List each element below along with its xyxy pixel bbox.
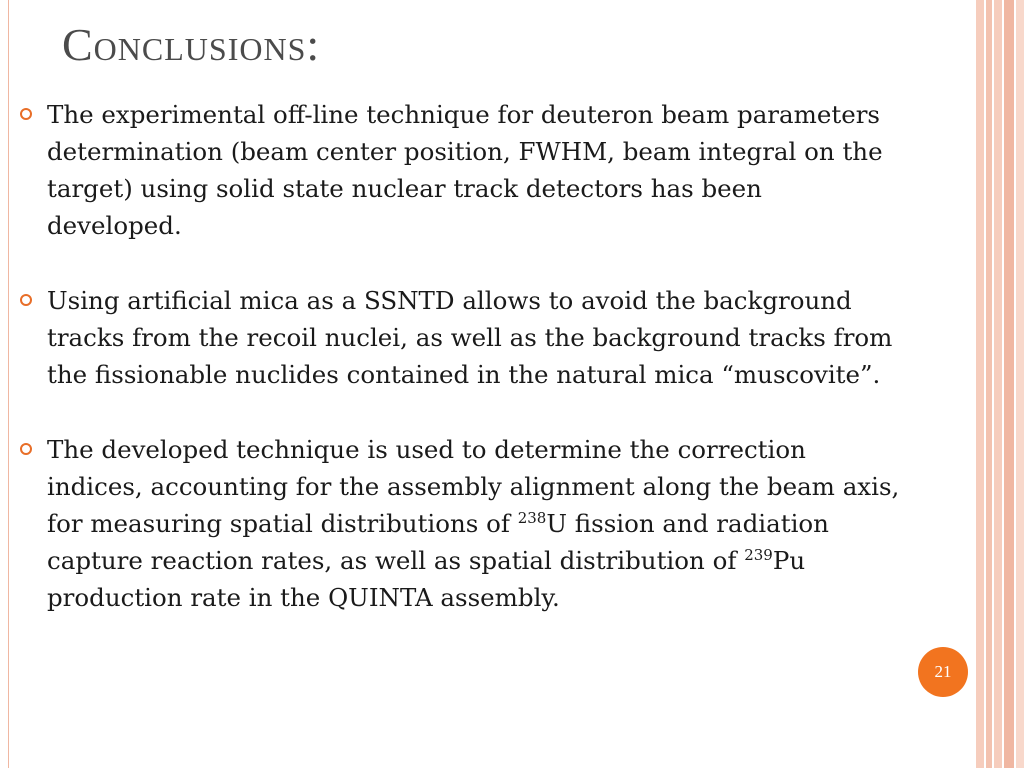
bullet-text: The experimental off-line technique for deuteron beam parameters determination (beam center position, FWHM, beam integral on the target) using solid state nuclear track detectors has been developed. — [47, 100, 883, 240]
isotope-mass-number: 239 — [744, 546, 773, 564]
bullet-circle-icon — [20, 108, 32, 120]
slide-title: Conclusions: — [62, 19, 321, 70]
bullet-item-3 — [20, 431, 900, 616]
bullet-text: Using artificial mica as a SSNTD allows to avoid the background tracks from the recoil nuclei, as well as the background tracks from the fissionable nuclides contained in the natural mica “muscovite”. — [47, 286, 893, 389]
bullet-circle-icon — [20, 443, 32, 455]
decorative-side-stripes — [976, 0, 1024, 768]
bullet-item-2 — [20, 282, 900, 393]
bullet-text-part-1: The developed technique is used to determine the correction indices, accounting for the assembly alignment along the beam axis, for measuring spatial distributions of — [47, 435, 900, 538]
bullet-item-1 — [20, 96, 900, 244]
page-number-badge: 21 — [918, 647, 968, 697]
bullet-text-part-3: Pu production rate in the QUINTA assembly. — [47, 546, 806, 612]
isotope-mass-number: 238 — [517, 509, 547, 527]
bullet-text-part-2: U fission and radiation capture reaction rates, as well as spatial distribution of — [47, 509, 829, 575]
bullet-circle-icon — [20, 294, 32, 306]
left-border-line — [8, 0, 9, 768]
bullet-list — [20, 96, 900, 654]
